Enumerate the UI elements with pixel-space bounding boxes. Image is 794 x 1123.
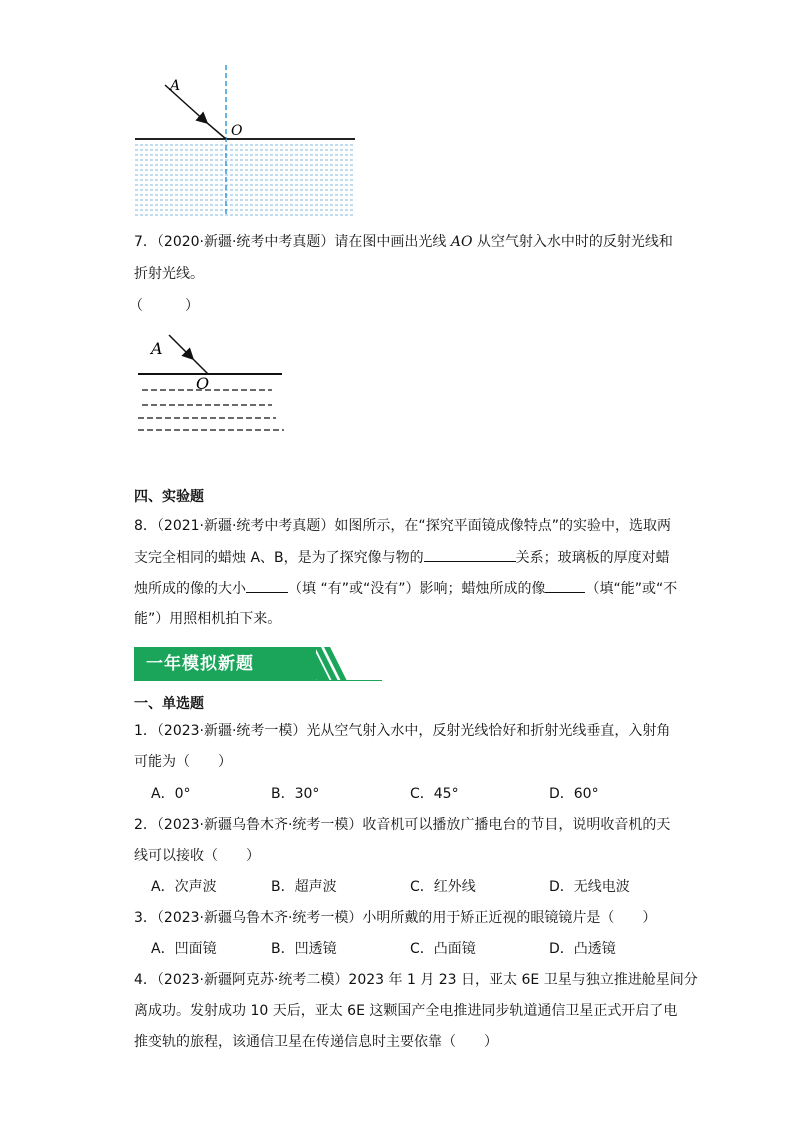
label-a-2: A [151,339,163,358]
q2-line1: 2．（2023·新疆乌鲁木齐·统考一模）收音机可以播放广播电台的节目，说明收音机的天 [134,817,671,833]
q3-option-a[interactable]: A．凹面镜 [151,941,217,957]
q2-line2: 线可以接收（ ） [134,848,260,864]
incident-ray-2-tail [192,358,208,374]
q1-line1: 1．（2023·新疆·统考一模）光从空气射入水中，反射光线恰好和折射光线垂直，入射角 [134,723,671,739]
q8-line2 [134,547,670,568]
q2-option-b[interactable]: B．超声波 [271,879,337,895]
label-o: O [231,123,243,139]
q7-line2: 折射光线。 [134,266,204,282]
label-o-2: O [196,374,210,393]
water-dashes-2 [138,390,284,430]
q8-blank-1[interactable] [424,547,516,562]
q4-line3: 推变轨的旅程，该通信卫星在传递信息时主要依靠（ ） [134,1034,498,1050]
q1-option-c[interactable]: C．45° [410,786,459,802]
q8-line3-a: 烛所成的像的大小 [134,581,246,597]
incident-ray-tail [206,122,226,139]
q3-line1: 3．（2023·新疆乌鲁木齐·统考一模）小明所戴的用于矫正近视的眼镜镜片是（ ） [134,910,657,926]
banner-stripes [300,647,350,681]
q8-line4: 能”）用照相机拍下来。 [134,611,282,627]
q1-line2: 可能为（ ） [134,754,232,770]
figure-ray-surface [134,330,294,440]
q8-line1: 8．（2021·新疆·统考中考真题）如图所示，在“探究平面镜成像特点”的实验中，选取两 [134,518,671,534]
q1-option-a[interactable]: A．0° [151,786,191,802]
q7-text-suffix: 从空气射入水中时的反射光线和 [472,234,673,250]
q8-line2-b: 关系；玻璃板的厚度对蜡 [515,550,670,566]
q7-ao-label: AO [450,234,473,250]
q8-blank-2[interactable] [246,578,288,593]
q3-option-c[interactable]: C．凸面镜 [410,941,476,957]
q7-answer-bracket: （ ） [129,298,199,314]
q4-line1: 4．（2023·新疆阿克苏·统考二模）2023 年 1 月 23 日，亚太 6E 卫星与独立推进舱星间分 [134,972,698,988]
banner-title: 一年模拟新题 [146,654,254,674]
q4-line2: 离成功。发射成功 10 天后，亚太 6E 这颗国产全电推进同步轨道通信卫星正式开启了电 [134,1003,678,1019]
q7-line1 [134,232,673,252]
banner-underline [134,680,382,681]
q7-text-prefix: 7．（2020·新疆·统考中考真题）请在图中画出光线 [134,234,451,250]
q8-line3 [134,578,677,599]
section1-heading: 一、单选题 [134,696,204,712]
q2-option-d[interactable]: D．无线电波 [549,879,630,895]
q8-line2-a: 支完全相同的蜡烛 A、B，是为了探究像与物的 [134,550,424,566]
figure-ray-water-normal [130,60,370,225]
label-a: A [170,78,181,94]
q8-blank-3[interactable] [545,578,585,593]
q1-option-d[interactable]: D．60° [549,786,599,802]
q2-option-c[interactable]: C．红外线 [410,879,476,895]
q1-option-b[interactable]: B．30° [271,786,320,802]
q3-option-b[interactable]: B．凹透镜 [271,941,337,957]
q8-line3-b: （填 “有”或“没有”）影响；蜡烛所成的像 [288,581,546,597]
section4-heading: 四、实验题 [134,489,204,505]
water-hatching [135,145,355,215]
q2-option-a[interactable]: A．次声波 [151,879,217,895]
q8-line3-c: （填“能”或“不 [585,581,678,597]
incident-ray-2 [169,335,192,358]
q3-option-d[interactable]: D．凸透镜 [549,941,616,957]
